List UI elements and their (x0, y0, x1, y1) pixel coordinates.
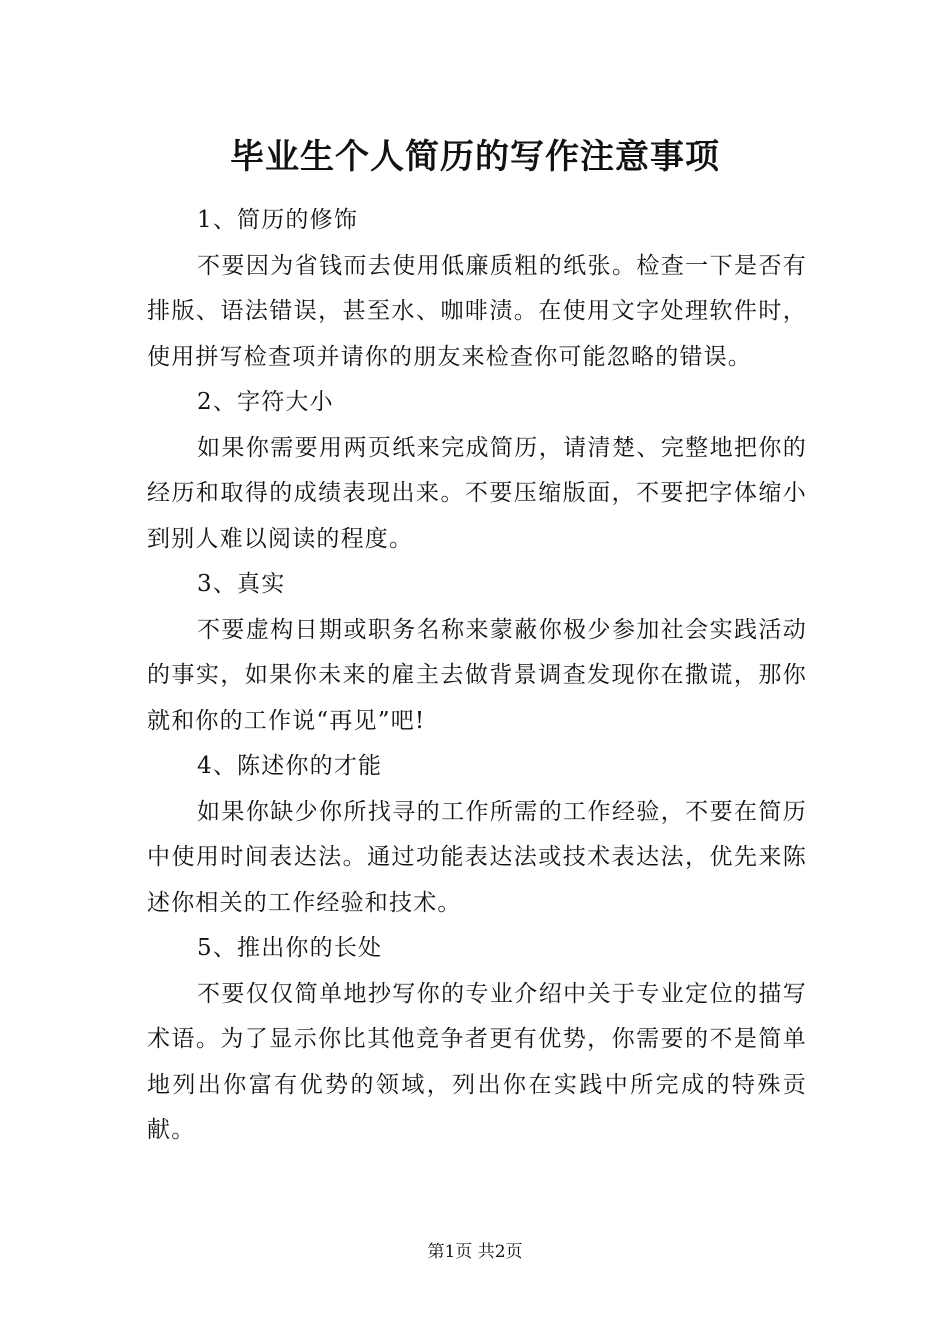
section-heading-5: 5、推出你的长处 (197, 935, 383, 961)
section-paragraph-2: 如果你需要用两页纸来完成简历，请清楚、完整地把你的经历和取得的成绩表现出来。不要压缩版面，不要把字体缩小到别人难以阅读的程度。 (147, 434, 807, 552)
page-footer: 第1页 共2页 (427, 1242, 523, 1262)
section-paragraph-4: 如果你缺少你所找寻的工作所需的工作经验，不要在简历中使用时间表达法。通过功能表达法或技术表达法，优先来陈述你相关的工作经验和技术。 (147, 798, 807, 916)
section-paragraph-3: 不要虚构日期或职务名称来蒙蔽你极少参加社会实践活动的事实，如果你未来的雇主去做背景调查发现你在撒谎，那你就和你的工作说“再见”吧! (147, 616, 807, 734)
section-paragraph-1: 不要因为省钱而去使用低廉质粗的纸张。检查一下是否有排版、语法错误，甚至水、咖啡渍。在使用文字处理软件时，使用拼写检查项并请你的朋友来检查你可能忽略的错误。 (147, 252, 807, 370)
section-heading-3: 3、真实 (197, 571, 286, 597)
section-paragraph-5: 不要仅仅简单地抄写你的专业介绍中关于专业定位的描写术语。为了显示你比其他竞争者更有优势，你需要的不是简单地列出你富有优势的领域，列出你在实践中所完成的特殊贡献。 (147, 980, 807, 1143)
page-title: 毕业生个人简历的写作注意事项 (230, 137, 720, 177)
section-heading-4: 4、陈述你的才能 (197, 753, 383, 779)
section-heading-1: 1、简历的修饰 (197, 207, 359, 233)
section-heading-2: 2、字符大小 (197, 389, 334, 415)
document-body (147, 198, 807, 1154)
